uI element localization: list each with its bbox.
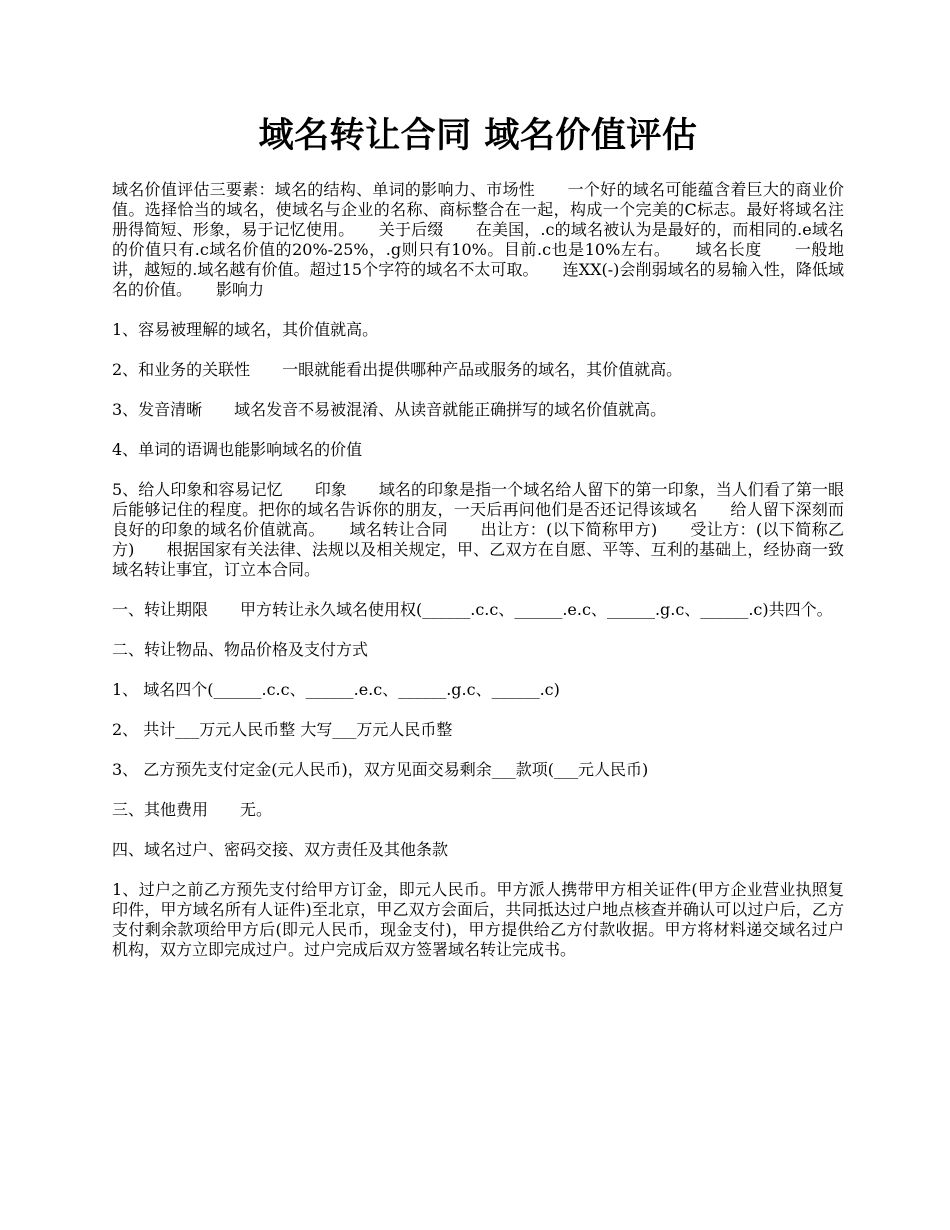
list-item: 3、发音清晰 域名发音不易被混淆、从读音就能正确拼写的域名价值就高。 [112, 400, 667, 419]
contract-intro-paragraph: 5、给人印象和容易记忆 印象 域名的印象是指一个域名给人留下的第一印象，当人们看了第一眼后能够记住的程度。把你的域名告诉你的朋友，一天后再问他们是否还记得该域名 给人留下深刻而良好的印象的域名价值就高。 域名转让合同 出让方：(以下简称甲方) 受让方：(以下简称乙方) 根据国家有关法律、法规以及相关规定，甲、乙双方在自愿、平等、互利的基础上，经协商一致域名转让事宜，订立本合同。 [112, 480, 844, 579]
clause-item: 2、 共计___万元人民币整 大写___万元人民币整 [112, 720, 453, 739]
document-title: 域名转让合同 域名价值评估 [258, 115, 698, 156]
section-transfer-period: 一、转让期限 甲方转让永久域名使用权(______.c.c、______.e.c、______.g.c、______.c)共四个。 [112, 600, 833, 619]
clause-item: 1、过户之前乙方预先支付给甲方订金，即元人民币。甲方派人携带甲方相关证件(甲方企业营业执照复印件，甲方域名所有人证件)至北京，甲乙双方会面后，共同抵达过户地点核查并确认可以过户后，乙方支付剩余款项给甲方后(即元人民币，现金支付)，甲方提供给乙方付款收据。甲方将材料递交域名过户机构，双方立即完成过户。过户完成后双方签署域名转让完成书。 [112, 880, 844, 959]
list-item: 4、单词的语调也能影响域名的价值 [112, 440, 363, 459]
document-page [112, 112, 844, 980]
section-other-fees: 三、其他费用 无。 [112, 800, 273, 819]
clause-item: 3、 乙方预先支付定金(元人民币)，双方见面交易剩余___款项(___元人民币) [112, 760, 649, 779]
list-item: 1、容易被理解的域名，其价值就高。 [112, 320, 379, 339]
clause-item: 1、 域名四个(______.c.c、______.e.c、______.g.c、______.c) [112, 680, 560, 699]
section-heading-transfer-terms: 四、域名过户、密码交接、双方责任及其他条款 [112, 840, 449, 859]
section-heading-goods-price: 二、转让物品、物品价格及支付方式 [112, 640, 369, 659]
intro-paragraph: 域名价值评估三要素：域名的结构、单词的影响力、市场性 一个好的域名可能蕴含着巨大的商业价值。选择恰当的域名，使域名与企业的名称、商标整合在一起，构成一个完美的C标志。最好将域名注册得简短、形象，易于记忆使用。 关于后缀 在美国，.c的域名被认为是最好的，而相同的.e域名的价值只有.c域名价值的20%-25%，.g则只有10%。目前.c也是10%左右。 域名长度 一般地讲，越短的.域名越有价值。超过15个字符的域名不太可取。 连XX(-)会削弱域名的易输入性，降低域名的价值。 影响力 [112, 180, 844, 299]
list-item: 2、和业务的关联性 一眼就能看出提供哪种产品或服务的域名，其价值就高。 [112, 360, 683, 379]
